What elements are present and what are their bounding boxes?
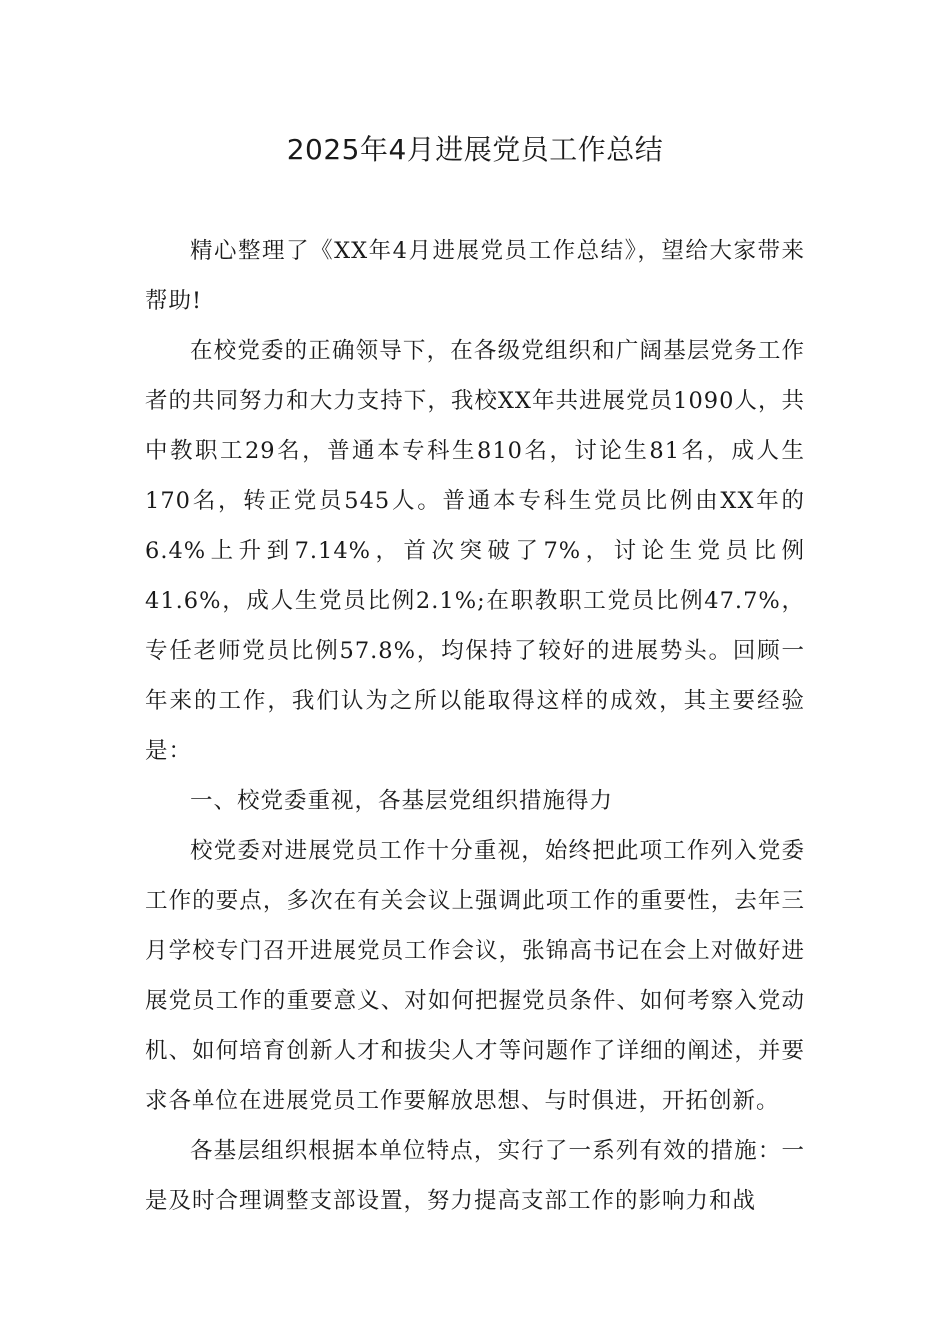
document-title: 2025年4月进展党员工作总结: [286, 133, 664, 166]
statistics-paragraph: 在校党委的正确领导下，在各级党组织和广阔基层党务工作者的共同努力和大力支持下，我校XX年共进展党员1090人，共中教职工29名，普通本专科生810名，讨论生81名，成人生170名，转正党员545人。普通本专科生党员比例由XX年的6.4%上升到7.14%，首次突破了7%，讨论生党员比例41.6%，成人生党员比例2.1%;在职教职工党员比例47.7%，专任老师党员比例57.8%，均保持了较好的进展势头。回顾一年来的工作，我们认为之所以能取得这样的成效，其主要经验是：: [145, 338, 805, 764]
party-committee-paragraph: 校党委对进展党员工作十分重视，始终把此项工作列入党委工作的要点，多次在有关会议上强调此项工作的重要性，去年三月学校专门召开进展党员工作会议，张锦高书记在会上对做好进展党员工作的重要意义、对如何把握党员条件、如何考察入党动机、如何培育创新人才和拔尖人才等问题作了详细的阐述，并要求各单位在进展党员工作要解放思想、与时俱进，开拓创新。: [145, 838, 805, 1114]
document-body: [145, 226, 805, 1226]
section-heading-one: 一、校党委重视，各基层党组织措施得力: [190, 788, 614, 814]
intro-paragraph: 精心整理了《XX年4月进展党员工作总结》，望给大家带来帮助!: [145, 238, 805, 314]
measures-paragraph: 各基层组织根据本单位特点，实行了一系列有效的措施：一是及时合理调整支部设置，努力提高支部工作的影响力和战: [145, 1138, 805, 1214]
